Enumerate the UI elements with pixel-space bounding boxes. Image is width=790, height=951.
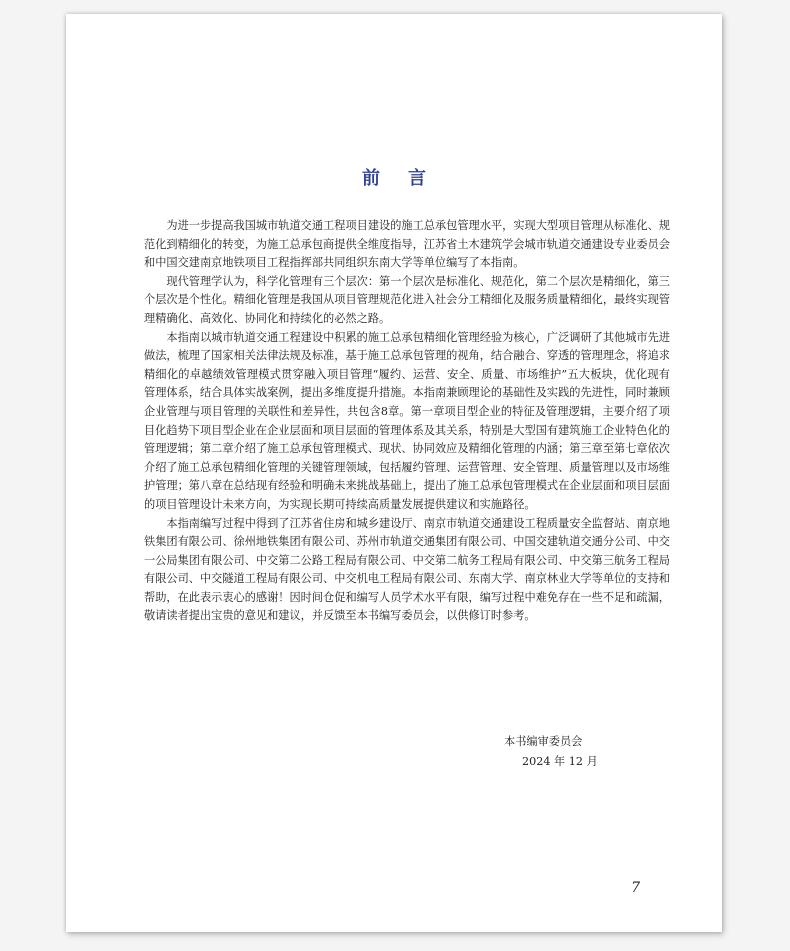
paragraph-3: 本指南以城市轨道交通工程建设中积累的施工总承包精细化管理经验为核心，广泛调研了其他城市先进做法，梳理了国家相关法律法规及标准，基于施工总承包管理的视角，结合融合、穿透的管理理念，将追求精细化的卓越绩效管理模式贯穿融入项目管理“履约、运营、安全、质量、市场维护”五大板块，优化现有管理体系，结合具体实战案例，提出多维度提升措施。本指南兼顾理论的基础性及实践的先进性，同时兼顾企业管理与项目管理的关联性和差异性，共包含8章。第一章项目型企业的特征及管理逻辑，主要介绍了项目化趋势下项目型企业在企业层面和项目层面的管理体系及其关系，特别是大型国有建筑施工企业特色化的管理逻辑；第二章介绍了施工总承包管理模式、现状、协同效应及精细化管理的内涵；第三章至第七章依次介绍了施工总承包精细化管理的关键管理领域，包括履约管理、运营管理、安全管理、质量管理以及市场维护管理；第八章在总结现有经验和明确未来挑战基础上，提出了施工总承包管理模式在企业层面和项目层面的项目管理设计未来方向，为实现长期可持续高质量发展提供建议和实施路径。 xyxy=(144,330,670,511)
signature-block xyxy=(504,732,624,772)
document-page xyxy=(66,14,722,932)
signature-organization: 本书编审委员会 xyxy=(504,735,583,748)
paragraph-4: 本指南编写过程中得到了江苏省住房和城乡建设厅、南京市轨道交通建设工程质量安全监督站、南京地铁集团有限公司、徐州地铁集团有限公司、苏州市轨道交通集团有限公司、中国交建轨道交通分公司、中交一公局集团有限公司、中交第二公路工程局有限公司、中交第二航务工程局有限公司、中交第三航务工程局有限公司、中交隧道工程局有限公司、中交机电工程局有限公司、东南大学、南京林业大学等单位的支持和帮助，在此表示衷心的感谢！因时间仓促和编写人员学术水平有限，编写过程中难免存在一些不足和疏漏，敬请读者提出宝贵的意见和建议，并反馈至本书编写委员会，以供修订时参考。 xyxy=(144,516,670,623)
page-number: 7 xyxy=(631,880,640,896)
signature-date: 2024 年 12 月 xyxy=(522,755,598,768)
paragraph-2: 现代管理学认为，科学化管理有三个层次：第一个层次是标准化、规范化，第二个层次是精细化，第三个层次是个性化。精细化管理是我国从项目管理规范化进入社会分工精细化及服务质量精细化，最终实现管理精确化、高效化、协同化和持续化的必然之路。 xyxy=(144,274,670,325)
page-title: 前言 xyxy=(362,168,454,189)
body-text xyxy=(144,217,670,626)
paragraph-1: 为进一步提高我国城市轨道交通工程项目建设的施工总承包管理水平，实现大型项目管理从标准化、规范化到精细化的转变，为施工总承包商提供全维度指导，江苏省土木建筑学会城市轨道交通建设专业委员会和中国交建南京地铁项目工程指挥部共同组织东南大学等单位编写了本指南。 xyxy=(144,219,670,270)
